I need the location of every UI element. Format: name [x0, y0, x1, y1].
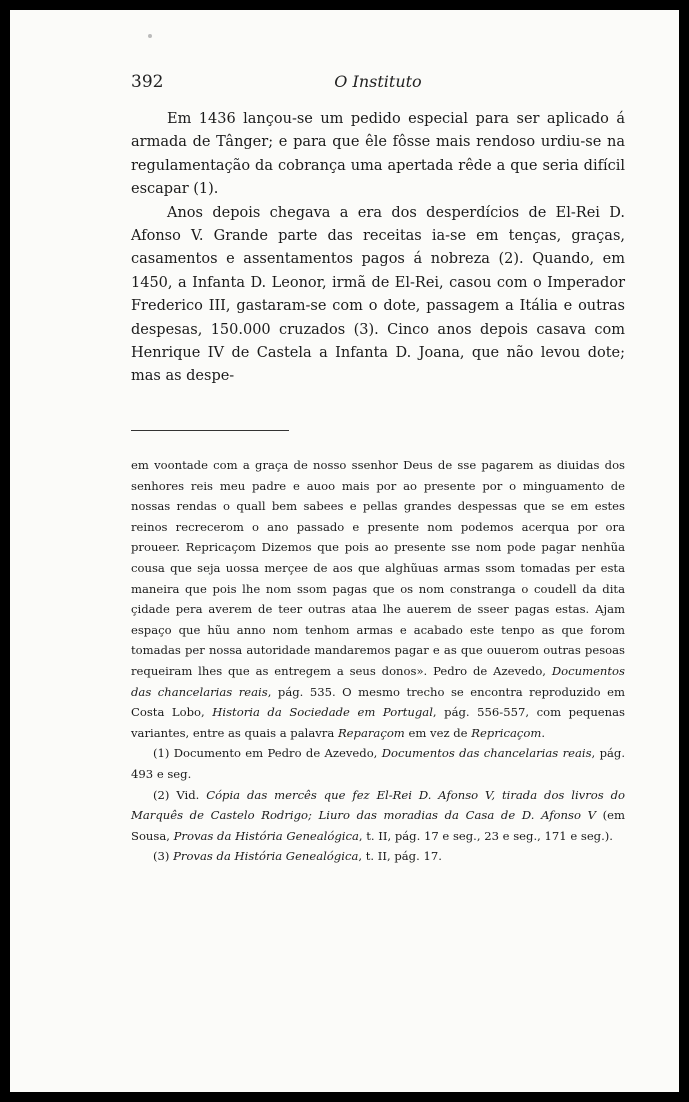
footnote-text: (1) Documento em Pedro de Azevedo,	[153, 746, 382, 761]
footnote-2	[131, 785, 625, 847]
page-header	[131, 72, 625, 98]
footnotes	[131, 455, 625, 867]
footnote-text: , pág. 556-557, com pequenas variantes, entre as quais a palavra	[131, 705, 625, 740]
footnote-text: .	[541, 725, 546, 740]
footnote-title: Provas da História Genealógica	[173, 828, 359, 843]
book-page	[10, 10, 679, 1092]
footnote-title: Documentos das chancelarias reais	[131, 663, 625, 699]
footnote-word: Reparaçom	[337, 725, 405, 740]
paragraph: Anos depois chegava a era dos desperdícios de El-Rei D. Afonso V. Grande parte das receitas ia-se em tenças, graças, casamentos e assentamentos pagos á nobreza (2). Quando, em 1450, a Infanta D. Leonor, irmã de El-Rei, casou com o Imperador Frederico III, gastaram-se com o dote, passagem a Itália e outras despesas, 150.000 cruzados (3). Cinco anos depois casava com Henrique IV de Castela a Infanta D. Joana, que não levou dote; mas as despe-	[131, 204, 625, 385]
footnote-title: Cópia das mercês que fez El-Rei D. Afonso V, tirada dos livros do Marquês de Castelo Rodrigo; Liuro das moradias da Casa de D. Afonso V	[131, 787, 625, 823]
body-text	[131, 108, 625, 389]
ink-speck	[148, 34, 152, 38]
footnote-text: , pág. 535. O mesmo trecho se encontra reproduzido em Costa Lobo,	[131, 684, 625, 720]
footnote-title: Documentos das chancelarias reais	[381, 746, 592, 761]
running-title: O Instituto	[334, 72, 422, 91]
footnote-separator	[131, 430, 289, 431]
footnote-text: em vez de	[404, 725, 472, 740]
footnote-text: , t. II, pág. 17 e seg., 23 e seg., 171 e seg.).	[358, 828, 613, 843]
page-number: 392	[131, 72, 164, 92]
footnote-text: em voontade com a graça de nosso ssenhor Deus de sse pagarem as diuidas dos senhores reis meu padre e auoo mais por ao presente por o minguamento de nossas rendas o quall bem sabees e pellas grandes despessas que se em estes reinos recrecerom o ano passado e presente nom podemos acerqua por ora proueer. Repricaçom Dizemos que pois ao presente sse nom pode pagar nenhũa cousa que seja uossa merçee de aos que alghũuas armas ssom tomadas per esta maneira que pois lhe nom ssom pagas que os nom constranga o coudell da dita çidade pera averem de teer outras ataa lhe auerem de sseer pagas estas. Ajam espaço que hũu anno nom tenhom armas e acabado este tenpo as que forom tomadas per nossa autoridade mandaremos pagar e as que ouuerom outras pesoas requeiram lhes que as entregem a seus donos». Pedro de Azevedo,	[131, 458, 625, 678]
footnote-text: (em Sousa,	[131, 808, 625, 843]
footnote-text: (2) Vid.	[153, 787, 207, 802]
footnote-text: , t. II, pág. 17.	[358, 849, 442, 864]
footnote-text: (3)	[153, 849, 174, 864]
footnote-title: Historia da Sociedade em Portugal	[212, 705, 433, 720]
paragraph: Em 1436 lançou-se um pedido especial para ser aplicado á armada de Tânger; e para que êle fôsse mais rendoso urdiu-se na regulamentação da cobrança uma apertada rêde a que seria difícil escapar (1).	[131, 111, 625, 198]
footnote-1	[131, 743, 625, 784]
footnote-text: , pág. 493 e seg.	[131, 746, 626, 781]
footnote-3	[131, 846, 625, 867]
footnote-title: Provas da História Genealógica	[173, 849, 359, 864]
footnote-word: Repricaçom	[471, 725, 542, 740]
footnote-continuation	[131, 455, 625, 743]
